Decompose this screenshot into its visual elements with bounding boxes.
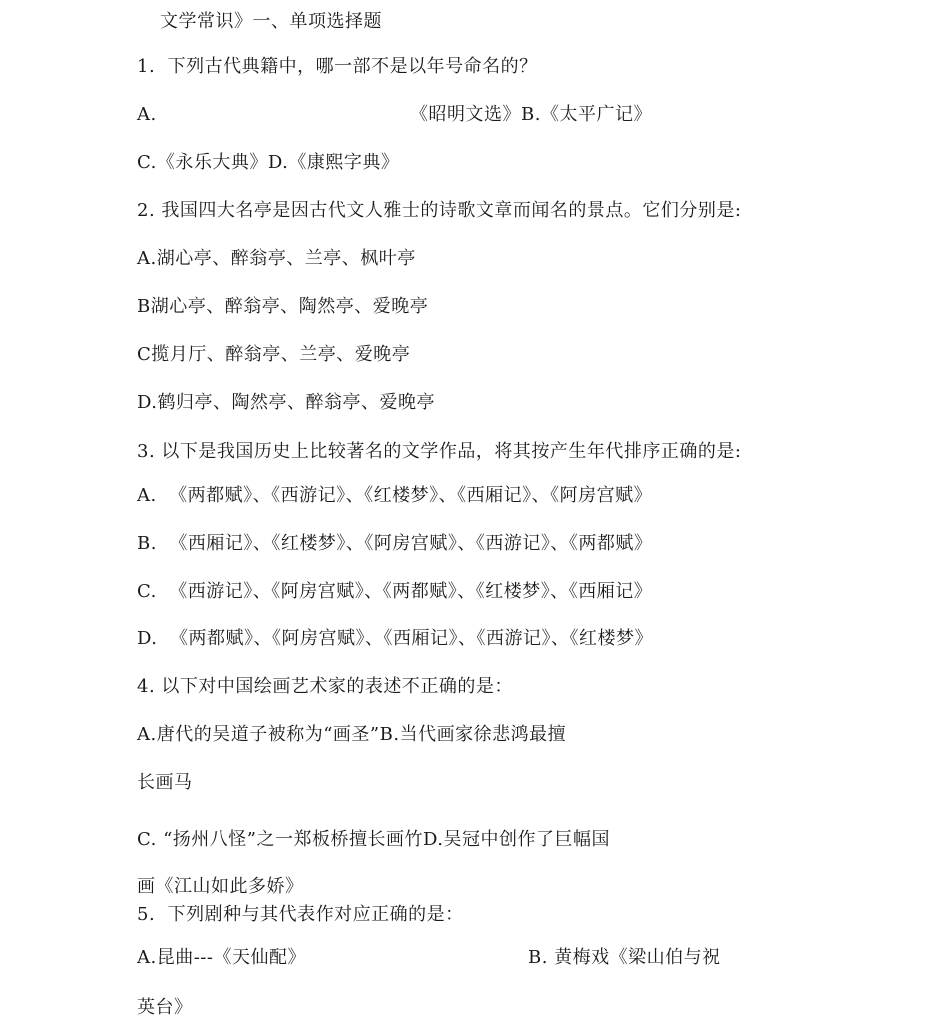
question-2-option-d: D.鹤归亭、陶然亭、醉翁亭、爱晚亭: [137, 392, 436, 413]
question-2-option-b: B湖心亭、醉翁亭、陶然亭、爱晚亭: [137, 296, 429, 317]
question-5-stem: 5. 下列剧种与其代表作对应正确的是：: [137, 904, 464, 925]
question-4-option-line-4: 画《江山如此多娇》: [137, 876, 304, 897]
question-1-option-line-1: 《昭明文选》B.《太平广记》: [410, 104, 652, 125]
question-3-option-c: C. 《西游记》、《阿房宫赋》、《两都赋》、《红楼梦》、《西厢记》: [137, 581, 653, 602]
question-4-option-line-1: A.唐代的吴道子被称为“画圣”B.当代画家徐悲鸿最擅: [137, 724, 567, 745]
header-title: 文学常识》一、单项选择题: [160, 11, 382, 32]
question-1-stem: 1. 下列古代典籍中，哪一部不是以年号命名的？: [137, 56, 538, 77]
question-1-option-line-2: C.《永乐大典》D.《康熙字典》: [137, 152, 400, 173]
question-5-option-b-continued: 英台》: [137, 997, 193, 1018]
question-4-option-line-3: C. “扬州八怪”之一郑板桥擅长画竹D.吴冠中创作了巨幅国: [137, 829, 610, 850]
question-3-stem: 3. 以下是我国历史上比较著名的文学作品，将其按产生年代排序正确的是:: [137, 441, 742, 462]
question-1-option-a-label: A.: [137, 104, 157, 125]
question-4-option-line-2: 长画马: [137, 772, 193, 793]
question-2-option-a: A.湖心亭、醉翁亭、兰亭、枫叶亭: [137, 248, 416, 269]
question-3-option-a: A. 《两都赋》、《西游记》、《红楼梦》、《西厢记》、《阿房宫赋》: [137, 485, 653, 506]
question-2-option-c: C揽月厅、醉翁亭、兰亭、爱晚亭: [137, 344, 411, 365]
question-5-option-b: B. 黄梅戏《梁山伯与祝: [528, 947, 721, 968]
question-4-stem: 4. 以下对中国绘画艺术家的表述不正确的是：: [137, 676, 513, 697]
question-5-option-a: A.昆曲---《天仙配》: [137, 947, 306, 968]
question-3-option-b: B. 《西厢记》、《红楼梦》、《阿房宫赋》、《西游记》、《两都赋》: [137, 533, 653, 554]
question-3-option-d: D. 《两都赋》、《阿房宫赋》、《西厢记》、《西游记》、《红楼梦》: [137, 628, 653, 649]
question-2-stem: 2. 我国四大名亭是因古代文人雅士的诗歌文章而闻名的景点。它们分别是:: [137, 200, 742, 221]
